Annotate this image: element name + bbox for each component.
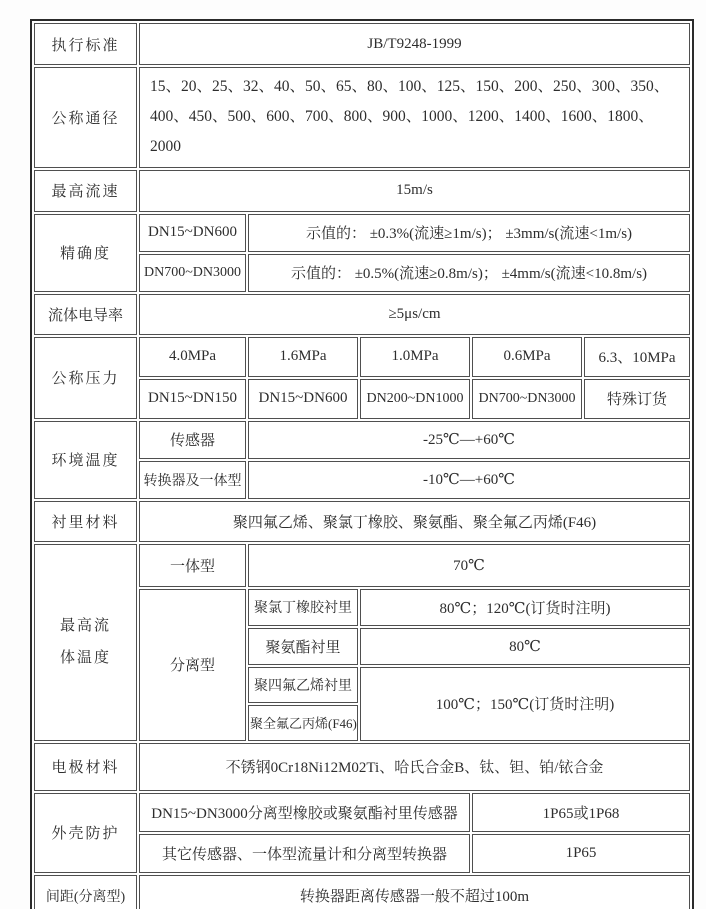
exec-standard-label: 执行标准 (34, 23, 137, 65)
max-velocity-value: 15m/s (139, 170, 690, 212)
row-nominal-diameter (34, 67, 690, 168)
fluid-temp-lining1-value: 80℃；120℃(订货时注明) (360, 589, 690, 626)
pressure-value: 1.0MPa (360, 337, 470, 377)
pressure-range: DN700~DN3000 (472, 379, 582, 419)
enclosure-row2-value: 1P65 (472, 834, 690, 873)
pressure-label: 公称压力 (34, 337, 137, 419)
row-conductivity (34, 294, 690, 335)
row-fluid-temp-integrated (34, 544, 690, 587)
fluid-temp-lining2-value: 80℃ (360, 628, 690, 665)
exec-standard-value: JB/T9248-1999 (139, 23, 690, 65)
pressure-range: DN15~DN150 (139, 379, 246, 419)
electrode-material-label: 电极材料 (34, 743, 137, 791)
enclosure-row1-value: 1P65或1P68 (472, 793, 690, 832)
distance-label: 间距(分离型) (34, 875, 137, 909)
row-max-velocity (34, 170, 690, 212)
pressure-value: 6.3、10MPa (584, 337, 690, 377)
conductivity-value: ≥5μs/cm (139, 294, 690, 335)
electrode-material-value: 不锈钢0Cr18Ni12M02Ti、哈氏合金B、钛、钽、铂/铱合金 (139, 743, 690, 791)
conductivity-label: 流体电导率 (34, 294, 137, 335)
lining-material-label: 衬里材料 (34, 501, 137, 542)
nominal-diameter-value: 15、20、25、32、40、50、65、80、100、125、150、200、250、300、350、400、450、500、600、700、800、900、1000、1200、1400、1600、1800、2000 (139, 67, 690, 168)
ambient-temp-row2-label: 转换器及一体型 (139, 461, 246, 499)
enclosure-row1-label: DN15~DN3000分离型橡胶或聚氨酯衬里传感器 (139, 793, 470, 832)
pressure-range: DN200~DN1000 (360, 379, 470, 419)
pressure-range: DN15~DN600 (248, 379, 358, 419)
fluid-temp-integrated-label: 一体型 (139, 544, 246, 587)
accuracy-range-1: DN15~DN600 (139, 214, 246, 252)
nominal-diameter-label: 公称通径 (34, 67, 137, 168)
enclosure-label: 外壳防护 (34, 793, 137, 873)
pressure-range: 特殊订货 (584, 379, 690, 419)
fluid-temp-lining3-label: 聚四氟乙烯衬里 (248, 667, 358, 703)
fluid-temp-integrated-value: 70℃ (248, 544, 690, 587)
accuracy-label: 精确度 (34, 214, 137, 292)
distance-value: 转换器距离传感器一般不超过100m (139, 875, 690, 909)
spec-table (30, 19, 694, 909)
ambient-temp-row1-value: -25℃—+60℃ (248, 421, 690, 459)
pressure-value: 4.0MPa (139, 337, 246, 377)
enclosure-row2-label: 其它传感器、一体型流量计和分离型转换器 (139, 834, 470, 873)
row-exec-standard (34, 23, 690, 65)
accuracy-value-1: 示值的： ±0.3%(流速≥1m/s)； ±3mm/s(流速<1m/s) (248, 214, 690, 252)
ambient-temp-row2-value: -10℃—+60℃ (248, 461, 690, 499)
fluid-temp-separated-label: 分离型 (139, 589, 246, 741)
pressure-value: 0.6MPa (472, 337, 582, 377)
row-distance (34, 875, 690, 909)
ambient-temp-label: 环境温度 (34, 421, 137, 499)
pressure-value: 1.6MPa (248, 337, 358, 377)
fluid-temp-label-text: 最高流体温度 (59, 617, 111, 667)
row-accuracy-1 (34, 214, 690, 252)
fluid-temp-lining4-label: 聚全氟乙丙烯(F46) (248, 705, 358, 741)
fluid-temp-lining1-label: 聚氯丁橡胶衬里 (248, 589, 358, 626)
row-pressure-values (34, 337, 690, 377)
row-lining-material (34, 501, 690, 542)
accuracy-value-2: 示值的： ±0.5%(流速≥0.8m/s)； ±4mm/s(流速<10.8m/s) (248, 254, 690, 292)
row-electrode-material (34, 743, 690, 791)
max-velocity-label: 最高流速 (34, 170, 137, 212)
lining-material-value: 聚四氟乙烯、聚氯丁橡胶、聚氨酯、聚全氟乙丙烯(F46) (139, 501, 690, 542)
fluid-temp-lining34-value: 100℃；150℃(订货时注明) (360, 667, 690, 741)
accuracy-range-2: DN700~DN3000 (139, 254, 246, 292)
ambient-temp-row1-label: 传感器 (139, 421, 246, 459)
row-enclosure-1 (34, 793, 690, 832)
fluid-temp-label (34, 544, 137, 741)
fluid-temp-lining2-label: 聚氨酯衬里 (248, 628, 358, 665)
row-ambient-temp-1 (34, 421, 690, 459)
